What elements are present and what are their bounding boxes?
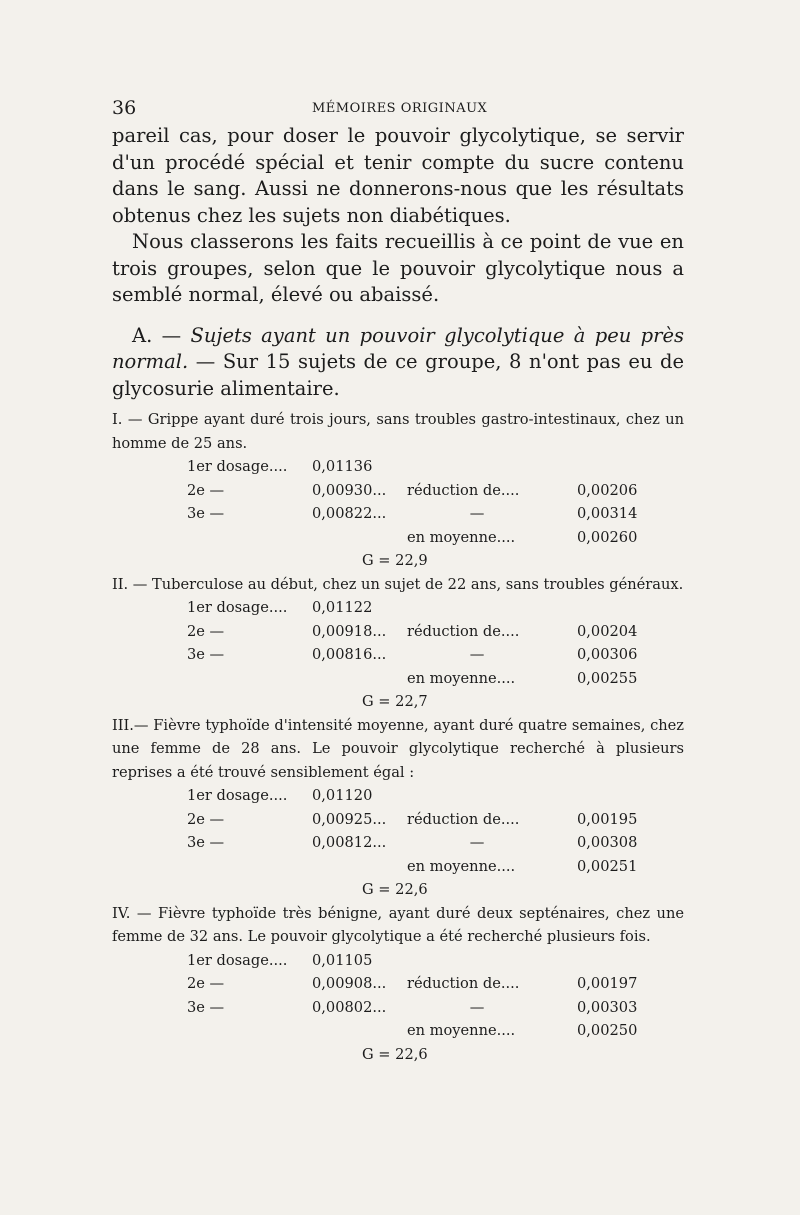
dosage-label: 1er dosage.... — [187, 951, 288, 969]
glycolytic-index: G = 22,9 — [362, 552, 428, 569]
section-a-title: Sujets ayant un pouvoir glycolytique à peu près normal. — [112, 323, 684, 373]
dosage-row — [187, 620, 667, 644]
dosage-note: réduction de.... — [407, 481, 520, 499]
dosage-result: 0,00306 — [577, 646, 638, 664]
dosage-row — [187, 596, 667, 620]
dosage-note: réduction de.... — [407, 810, 520, 828]
dosage-table — [187, 784, 667, 878]
dosage-note — [407, 784, 577, 808]
dosage-row — [187, 455, 667, 479]
dosage-value: 0,00930... — [312, 481, 387, 499]
dosage-value: 0,01105 — [312, 951, 373, 969]
dosage-label: 3e — — [187, 834, 225, 852]
dosage-result: 0,00197 — [577, 975, 638, 993]
dosage-result: 0,00195 — [577, 810, 638, 828]
dosage-note: — — [469, 834, 485, 852]
mean-value: 0,00255 — [577, 669, 638, 687]
dosage-note: réduction de.... — [407, 622, 520, 640]
mean-label: en moyenne.... — [407, 669, 516, 687]
intro-paragraph-1: pareil cas, pour doser le pouvoir glycolytique, se servir d'un procédé spécial et tenir compte du sucre contenu dans le sang. Aussi ne donnerons-nous que les résultats obtenus chez les sujets non diabétiques. — [112, 124, 684, 227]
dosage-value: 0,01120 — [312, 787, 373, 805]
dosage-row — [187, 784, 667, 808]
dosage-result — [577, 455, 667, 479]
dosage-row — [187, 502, 667, 526]
dosage-note: — — [469, 998, 485, 1016]
dosage-value: 0,00925... — [312, 810, 387, 828]
dosage-result: 0,00303 — [577, 998, 638, 1016]
case-block — [112, 408, 684, 573]
dosage-note: réduction de.... — [407, 975, 520, 993]
dosage-label: 3e — — [187, 998, 225, 1016]
dosage-table — [187, 455, 667, 549]
dosage-label: 2e — — [187, 481, 225, 499]
case-list — [112, 408, 684, 1066]
case-description: III.— Fièvre typhoïde d'intensité moyenne, ayant duré quatre semaines, chez une femme de 28 ans. Le pouvoir glycolytique recherché à plusieurs reprises a été trouvé sensiblement égal : — [112, 716, 684, 781]
dosage-label: 3e — — [187, 505, 225, 523]
mean-label: en moyenne.... — [407, 857, 516, 875]
dosage-row — [187, 479, 667, 503]
section-a-text: — Sur 15 sujets de ce groupe, 8 n'ont pas eu de glycosurie alimentaire. — [112, 350, 684, 400]
dosage-note — [407, 949, 577, 973]
page-number: 36 — [112, 97, 137, 119]
mean-label: en moyenne.... — [407, 1022, 516, 1040]
dosage-value: 0,01122 — [312, 599, 373, 617]
dosage-result: 0,00204 — [577, 622, 638, 640]
glycolytic-index: G = 22,6 — [362, 881, 428, 898]
dosage-row — [187, 949, 667, 973]
intro-paragraph-2: Nous classerons les faits recueillis à ce point de vue en trois groupes, selon que le pouvoir glycolytique nous a semblé normal, élevé ou abaissé. — [112, 230, 684, 306]
section-a-heading — [112, 323, 684, 403]
glycolytic-index: G = 22,6 — [362, 1045, 428, 1063]
section-a-label: A. — — [132, 323, 191, 347]
dosage-label: 1er dosage.... — [187, 458, 288, 476]
case-description: IV. — Fièvre typhoïde très bénigne, ayant duré deux septénaires, chez une femme de 32 ans. Le pouvoir glycolytique a été recherché plusieurs fois. — [112, 904, 684, 945]
dosage-label: 1er dosage.... — [187, 599, 288, 617]
mean-row — [187, 526, 667, 550]
case-block — [112, 714, 684, 902]
dosage-value: 0,00908... — [312, 975, 387, 993]
dosage-result: 0,00308 — [577, 834, 638, 852]
dosage-row — [187, 643, 667, 667]
dosage-value: 0,00802... — [312, 998, 387, 1016]
case-block — [112, 902, 684, 1067]
dosage-result — [577, 949, 667, 973]
case-description: II. — Tuberculose au début, chez un sujet de 22 ans, sans troubles généraux. — [112, 575, 684, 593]
dosage-label: 2e — — [187, 975, 225, 993]
dosage-value: 0,00812... — [312, 834, 387, 852]
dosage-value: 0,00816... — [312, 646, 387, 664]
dosage-value: 0,00918... — [312, 622, 387, 640]
dosage-label: 1er dosage.... — [187, 787, 288, 805]
mean-value: 0,00251 — [577, 857, 638, 875]
dosage-row — [187, 831, 667, 855]
mean-value: 0,00250 — [577, 1022, 638, 1040]
mean-row — [187, 855, 667, 879]
page — [112, 95, 684, 1066]
dosage-value: 0,01136 — [312, 458, 373, 476]
dosage-result — [577, 784, 667, 808]
dosage-row — [187, 972, 667, 996]
glycolytic-index: G = 22,7 — [362, 693, 428, 710]
dosage-row — [187, 808, 667, 832]
dosage-table — [187, 596, 667, 690]
dosage-note — [407, 455, 577, 479]
dosage-row — [187, 996, 667, 1020]
dosage-label: 2e — — [187, 622, 225, 640]
dosage-label: 2e — — [187, 810, 225, 828]
dosage-result: 0,00314 — [577, 505, 638, 523]
mean-label: en moyenne.... — [407, 528, 516, 546]
case-block — [112, 573, 684, 714]
dosage-note — [407, 596, 577, 620]
dosage-label: 3e — — [187, 646, 225, 664]
mean-row — [187, 1019, 667, 1043]
dosage-result: 0,00206 — [577, 481, 638, 499]
mean-value: 0,00260 — [577, 528, 638, 546]
dosage-note: — — [469, 505, 485, 523]
dosage-note: — — [469, 646, 485, 664]
running-title: MÉMOIRES ORIGINAUX — [312, 101, 488, 116]
dosage-value: 0,00822... — [312, 505, 387, 523]
case-description: I. — Grippe ayant duré trois jours, sans troubles gastro-intestinaux, chez un homme de 25 ans. — [112, 411, 684, 452]
mean-row — [187, 667, 667, 691]
page-header — [112, 95, 684, 123]
dosage-table — [187, 949, 667, 1043]
dosage-result — [577, 596, 667, 620]
